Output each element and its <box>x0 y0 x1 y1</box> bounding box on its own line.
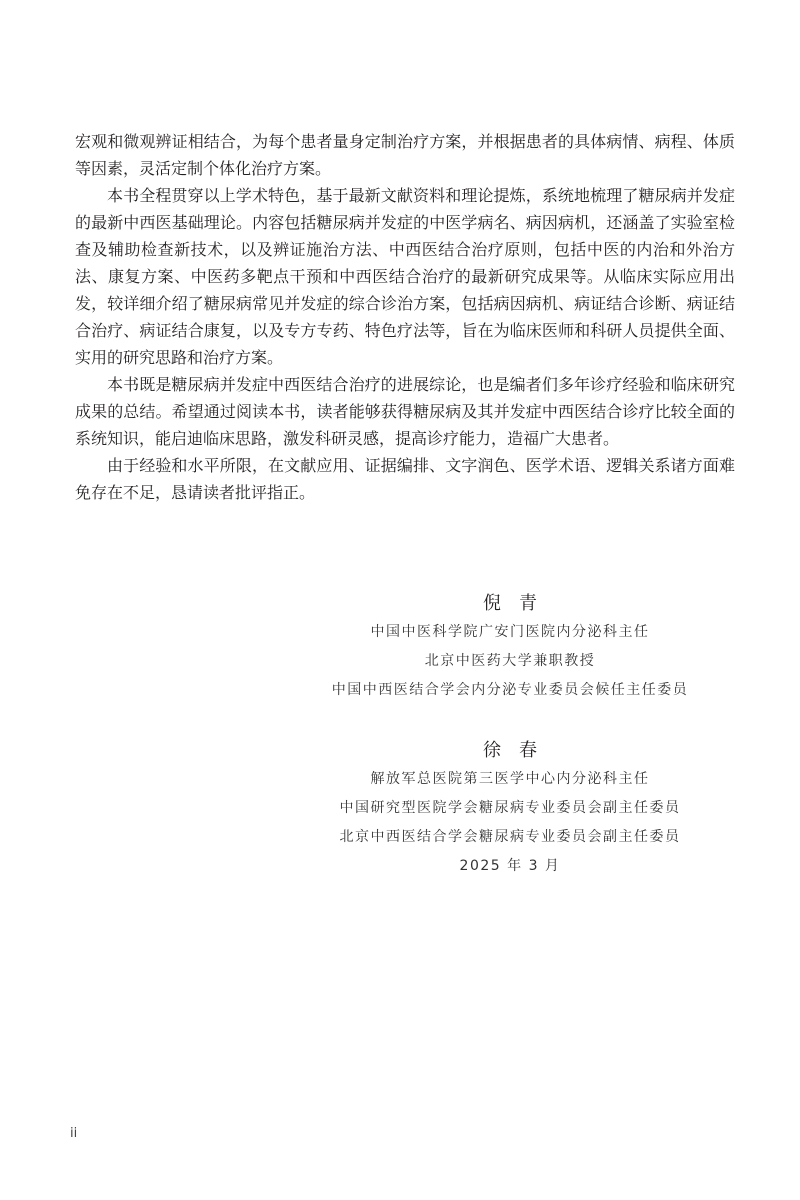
date: 2025 年 3 月 <box>459 858 561 874</box>
author-title: 中国中医科学院广安门医院内分泌科主任 <box>370 624 650 640</box>
preface-body <box>75 128 735 506</box>
author-title: 北京中医药大学兼职教授 <box>424 653 596 669</box>
signature-block <box>300 590 720 705</box>
paragraph: 本书既是糖尿病并发症中西医结合治疗的进展综论，也是编者们多年诊疗经验和临床研究成果的总结。希望通过阅读本书，读者能够获得糖尿病及其并发症中西医结合诊疗比较全面的系统知识，能启迪临床思路，激发科研灵感，提高诊疗能力，造福广大患者。 <box>75 375 735 448</box>
author-title: 中国研究型医院学会糖尿病专业委员会副主任委员 <box>339 800 681 816</box>
paragraph: 本书全程贯穿以上学术特色，基于最新文献资料和理论提炼，系统地梳理了糖尿病并发症的最新中西医基础理论。内容包括糖尿病并发症的中医学病名、病因病机，还涵盖了实验室检查及辅助检查新技术，以及辨证施治方法、中西医结合治疗原则，包括中医的内治和外治方法、康复方案、中医药多靶点干预和中西医结合治疗的最新研究成果等。从临床实际应用出发，较详细介绍了糖尿病常见并发症的综合诊治方案，包括病因病机、病证结合诊断、病证结合治疗、病证结合康复，以及专方专药、特色疗法等，旨在为临床医师和科研人员提供全面、实用的研究思路和治疗方案。 <box>75 186 735 367</box>
signature-block <box>300 737 720 881</box>
page-number: ii <box>70 1126 78 1141</box>
paragraph-continuation: 宏观和微观辨证相结合，为每个患者量身定制治疗方案，并根据患者的具体病情、病程、体质等因素，灵活定制个体化治疗方案。 <box>75 132 735 178</box>
author-title: 解放军总医院第三医学中心内分泌科主任 <box>370 771 650 787</box>
author-name: 徐春 <box>483 740 555 761</box>
paragraph: 由于经验和水平所限，在文献应用、证据编排、文字润色、医学术语、逻辑关系诸方面难免存在不足，恳请读者批评指正。 <box>75 456 735 502</box>
author-title: 中国中西医结合学会内分泌专业委员会候任主任委员 <box>331 682 689 698</box>
author-title: 北京中西医结合学会糖尿病专业委员会副主任委员 <box>339 829 681 845</box>
author-name: 倪青 <box>483 593 555 614</box>
